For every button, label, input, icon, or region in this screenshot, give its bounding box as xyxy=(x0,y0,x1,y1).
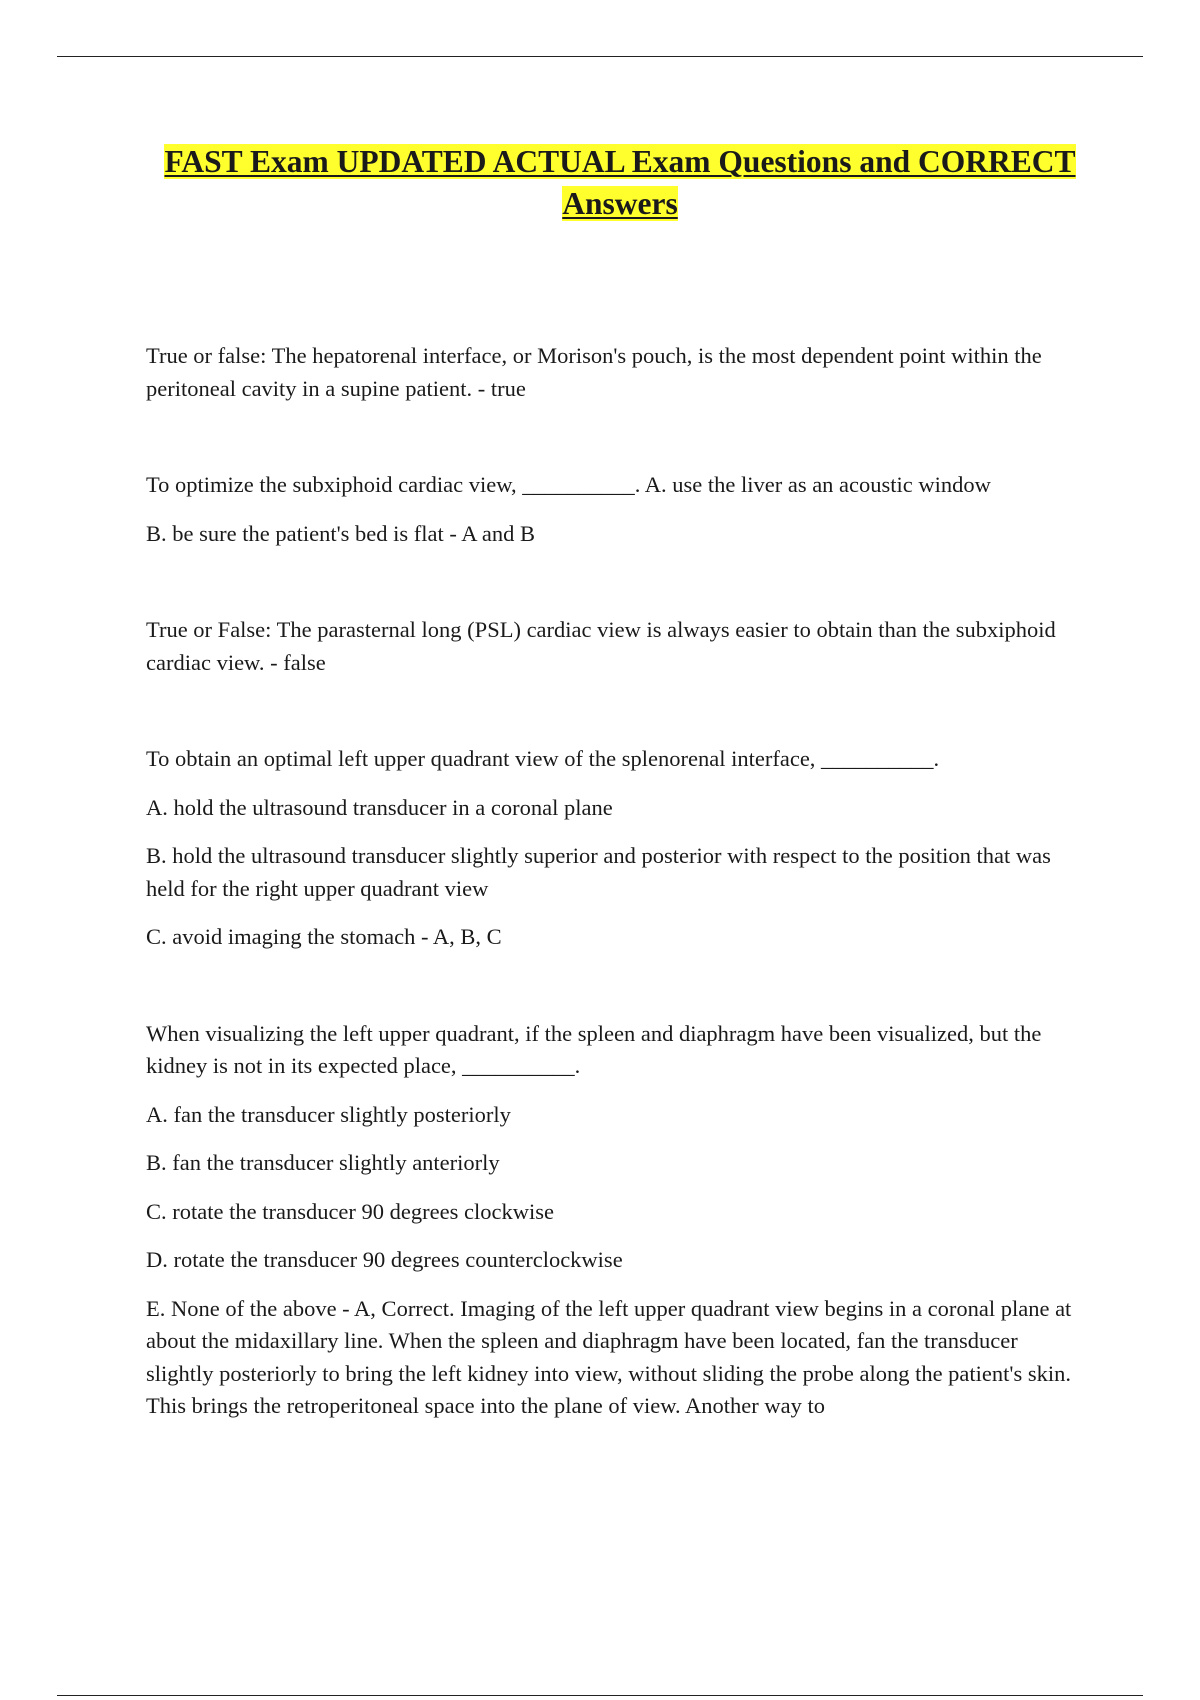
question-text: True or False: The parasternal long (PSL) cardiac view is always easier to obtain than the subxiphoid cardiac view. - false xyxy=(146,617,1056,675)
question-block xyxy=(146,614,1086,679)
answer-option: B. hold the ultrasound transducer slightly superior and posterior with respect to the position that was held for the right upper quadrant view xyxy=(146,843,1051,901)
answer-option: C. avoid imaging the stomach - A, B, C xyxy=(146,924,502,949)
question-block xyxy=(146,469,1086,550)
answer-option: D. rotate the transducer 90 degrees counterclockwise xyxy=(146,1247,623,1272)
question-text: To obtain an optimal left upper quadrant view of the splenorenal interface, __________. xyxy=(146,746,940,771)
answer-option: A. fan the transducer slightly posteriorly xyxy=(146,1101,511,1127)
question-text: When visualizing the left upper quadrant, if the spleen and diaphragm have been visualized, but the kidney is not in its expected place, __________. xyxy=(146,1020,1042,1078)
document-body xyxy=(146,340,1086,1487)
answer-option: A. hold the ultrasound transducer in a coronal plane xyxy=(146,794,613,820)
question-block xyxy=(146,743,1086,954)
answer-option: B. be sure the patient's bed is flat - A and B xyxy=(146,520,535,546)
footer-rule xyxy=(57,1695,1143,1696)
document-title: FAST Exam UPDATED ACTUAL Exam Questions and CORRECT Answers xyxy=(164,144,1076,221)
answer-option: B. fan the transducer slightly anteriorly xyxy=(146,1150,500,1175)
question-block xyxy=(146,1018,1086,1423)
question-text: To optimize the subxiphoid cardiac view, __________. A. use the liver as an acoustic window xyxy=(146,472,991,497)
question-text: True or false: The hepatorenal interface, or Morison's pouch, is the most dependent point within the peritoneal cavity in a supine patient. - true xyxy=(146,343,1042,401)
header-rule xyxy=(57,56,1143,57)
answer-option: E. None of the above - A, Correct. Imaging of the left upper quadrant view begins in a coronal plane at about the midaxillary line. When the spleen and diaphragm have been located, fan the transducer slightly posteriorly to bring the left kidney into view, without sliding the probe along the patient's skin. This brings the retroperitoneal space into the plane of view. Another way to xyxy=(146,1295,1072,1418)
answer-option: C. rotate the transducer 90 degrees clockwise xyxy=(146,1198,554,1224)
question-block xyxy=(146,340,1086,405)
